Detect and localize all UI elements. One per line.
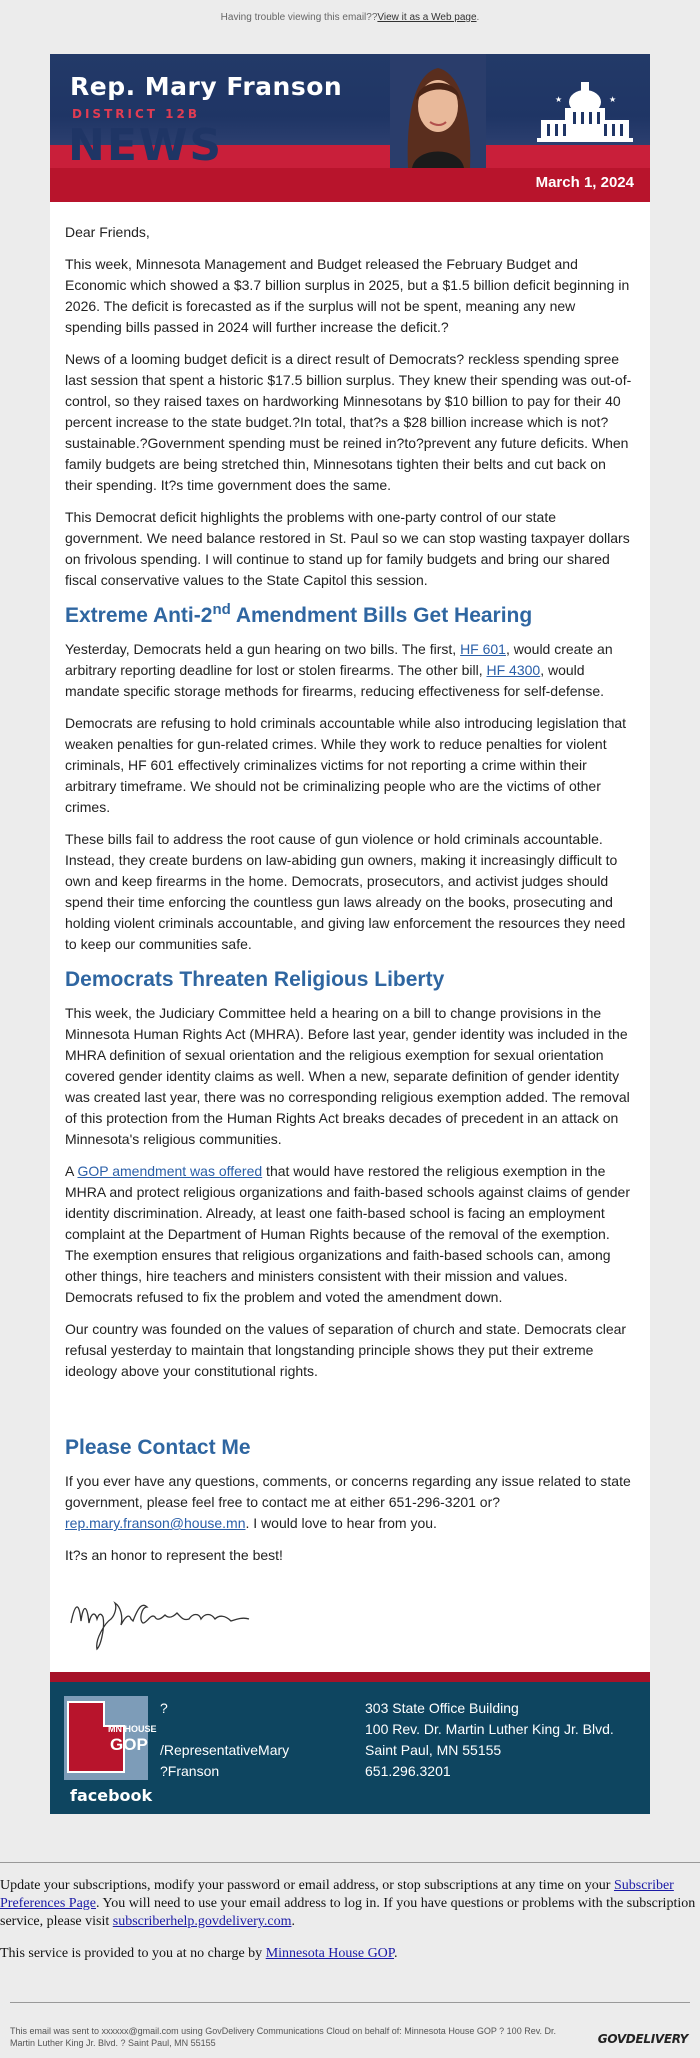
signature-image bbox=[65, 1583, 255, 1653]
newsletter-header bbox=[50, 54, 650, 202]
office-phone: 651.296.3201 bbox=[365, 1763, 451, 1779]
guns-paragraph-3: These bills fail to address the root cause of gun violence or hold criminals accountable. Instead, they create burdens on law-abiding gun owners, making it increasingly difficult to own and keep firearms in the home. Democrats, prosecutors, and activist judges should spend their time enforcing the countless gun laws already on the books, prosecuting and holding violent criminals accountable, and giving law enforcement the resources they need to keep our communities safe. bbox=[65, 831, 626, 952]
email-card bbox=[50, 54, 650, 1814]
newsletter-body bbox=[50, 202, 650, 1668]
subscriber-help-link[interactable]: subscriberhelp.govdelivery.com bbox=[112, 1914, 292, 1929]
subscription-notice bbox=[0, 1862, 700, 1963]
representative-name: Rep. Mary Franson bbox=[70, 72, 343, 101]
guns-paragraph-2: Democrats are refusing to hold criminals accountable while also introducing legislation that weaken penalties for gun-related crimes. While they work to reduce penalties for violent criminals, HF 601 effectively criminalizes victims for not reporting a crime within their arbitrary timeframe. We should not be criminalizing people who are the victims of other crimes. bbox=[65, 715, 627, 815]
hf-601-link[interactable]: HF 601 bbox=[460, 641, 506, 657]
capitol-building-icon bbox=[535, 76, 635, 156]
section-heading-religion: Democrats Threaten Religious Liberty bbox=[65, 968, 445, 991]
service-provider-line: This service is provided to you at no charge by Minnesota House GOP. bbox=[0, 1946, 398, 1961]
facebook-wordmark: facebook bbox=[70, 1786, 153, 1805]
svg-text:MN HOUSE: MN HOUSE bbox=[108, 1724, 157, 1734]
web-version-link[interactable]: View it as a Web page bbox=[377, 12, 477, 23]
office-address: 303 State Office Building 100 Rev. Dr. Martin Luther King Jr. Blvd. Saint Paul, MN 55155 651.296.3201 bbox=[365, 1698, 614, 1782]
newsletter-footer bbox=[50, 1682, 650, 1814]
district-label: DISTRICT 12B bbox=[72, 107, 200, 121]
hf-4300-link[interactable]: HF 4300 bbox=[486, 662, 541, 678]
contact-paragraph: If you ever have any questions, comments, or concerns regarding any issue related to state government, please feel free to contact me at either 651-296-3201 or?rep.mary.franson@house.mn. I would love to hear from you. bbox=[65, 1473, 631, 1531]
religion-paragraph-2: A GOP amendment was offered that would have restored the religious exemption in the MHRA and protect religious organizations and faith-based schools against claims of gender identity discrimination. Already, at least one faith-based school is facing an employment complaint at the Department of Human Rights because of the removal of the exemption. The exemption ensures that religious organizations and faith-based schools can, among other things, hire teachers and ministers consistent with their mission and values. Democrats refused to fix the problem and voted the amendment down. bbox=[65, 1163, 630, 1305]
guns-paragraph-1: Yesterday, Democrats held a gun hearing on two bills. The first, HF 601, would create an arbitrary reporting deadline for lost or stolen firearms. The other bill, HF 4300, would mandate specific storage methods for firearms, reducing effectiveness for self-defense. bbox=[65, 641, 613, 699]
budget-paragraph-1: This week, Minnesota Management and Budget released the February Budget and Economic which showed a $3.7 billion surplus in 2025, but a $1.5 billion deficit beginning in 2026. The deficit is forecasted as if the surplus will not be spent, meaning any new spending bills passed in 2024 will further increase the deficit.? bbox=[65, 256, 630, 335]
section-heading-guns: Extreme Anti-2nd Amendment Bills Get Hearing bbox=[65, 601, 533, 627]
budget-paragraph-2: News of a looming budget deficit is a direct result of Democrats? reckless spending spree last session that spent a historic $17.5 billion surplus. They knew their spending was out-of-control, so they raised taxes on hardworking Minnesotans by $10 billion to pay for their 40 percent increase to the state budget.?In total, that?s a $28 billion increase which is not?sustainable.?Government spending must be reined in?to?prevent any future deficits. When family budgets are being stretched thin, Minnesotans tighten their belts and cut back on their spending. It?s time government does the same. bbox=[65, 351, 632, 493]
preheader-text: Having trouble viewing this email?? bbox=[220, 12, 378, 23]
greeting: Dear Friends, bbox=[65, 224, 150, 240]
religion-paragraph-1: This week, the Judiciary Committee held a hearing on a bill to change provisions in the Minnesota Human Rights Act (MHRA). Before last year, gender identity was included in the MHRA definition of sexual orientation and the religious exemption for sexual orientation covered gender identity claims as well. When a new, separate definition of gender identity was created last year, there was no corresponding religious exemption added. The removal of this protection from the Human Rights Act breaks decades of precedent in an attack on Minnesota's religious communities. bbox=[65, 1005, 630, 1147]
mn-house-gop-logo bbox=[64, 1696, 157, 1780]
svg-text:GOP: GOP bbox=[110, 1735, 148, 1754]
portrait-photo bbox=[390, 54, 486, 168]
issue-date: March 1, 2024 bbox=[535, 174, 634, 191]
legal-text: This email was sent to xxxxxx@gmail.com using GovDelivery Communications Cloud on behalf of: Minnesota House GOP ? 100 Rev. Dr. Martin Luther King Jr. Blvd. ? Saint Paul, MN 55155 bbox=[10, 2026, 557, 2048]
mn-house-gop-link[interactable]: Minnesota House GOP bbox=[265, 1946, 395, 1961]
gop-amendment-link[interactable]: GOP amendment was offered bbox=[77, 1163, 263, 1179]
svg-text:★: ★ bbox=[555, 95, 563, 104]
legal-footer bbox=[10, 2002, 690, 2049]
footer-divider bbox=[50, 1672, 650, 1682]
closing-line: It?s an honor to represent the best! bbox=[65, 1547, 283, 1563]
facebook-handle: ? /RepresentativeMary ?Franson bbox=[160, 1700, 290, 1779]
email-link[interactable]: rep.mary.franson@house.mn bbox=[65, 1515, 246, 1531]
religion-paragraph-3: Our country was founded on the values of separation of church and state. Democrats clear refusal yesterday to maintain that longstanding principle shows they put their extreme ideology above your constitutional rights. bbox=[65, 1321, 627, 1379]
subscriber-preferences-link[interactable]: Subscriber Preferences Page bbox=[0, 1878, 674, 1911]
section-heading-contact: Please Contact Me bbox=[65, 1436, 251, 1459]
preheader: Having trouble viewing this email??View it as a Web page. bbox=[220, 12, 480, 23]
budget-paragraph-3: This Democrat deficit highlights the problems with one-party control of our state government. We need balance restored in St. Paul so we can stop wasting taxpayer dollars on frivolous spending. I will continue to stand up for family budgets and bring our shared fiscal conservative values to the State Capitol this session. bbox=[65, 509, 630, 588]
subscription-paragraph: Update your subscriptions, modify your password or email address, or stop subscriptions at any time on your Subscriber Preferences Page. You will need to use your email address to log in. If you have questions or problems with the subscription service, please visit subscriberhelp.govdelivery.com. bbox=[0, 1878, 696, 1929]
govdelivery-logo[interactable]: GOVDELIVERY bbox=[597, 2032, 688, 2046]
svg-text:★: ★ bbox=[609, 95, 617, 104]
masthead-title: NEWS bbox=[68, 120, 224, 171]
